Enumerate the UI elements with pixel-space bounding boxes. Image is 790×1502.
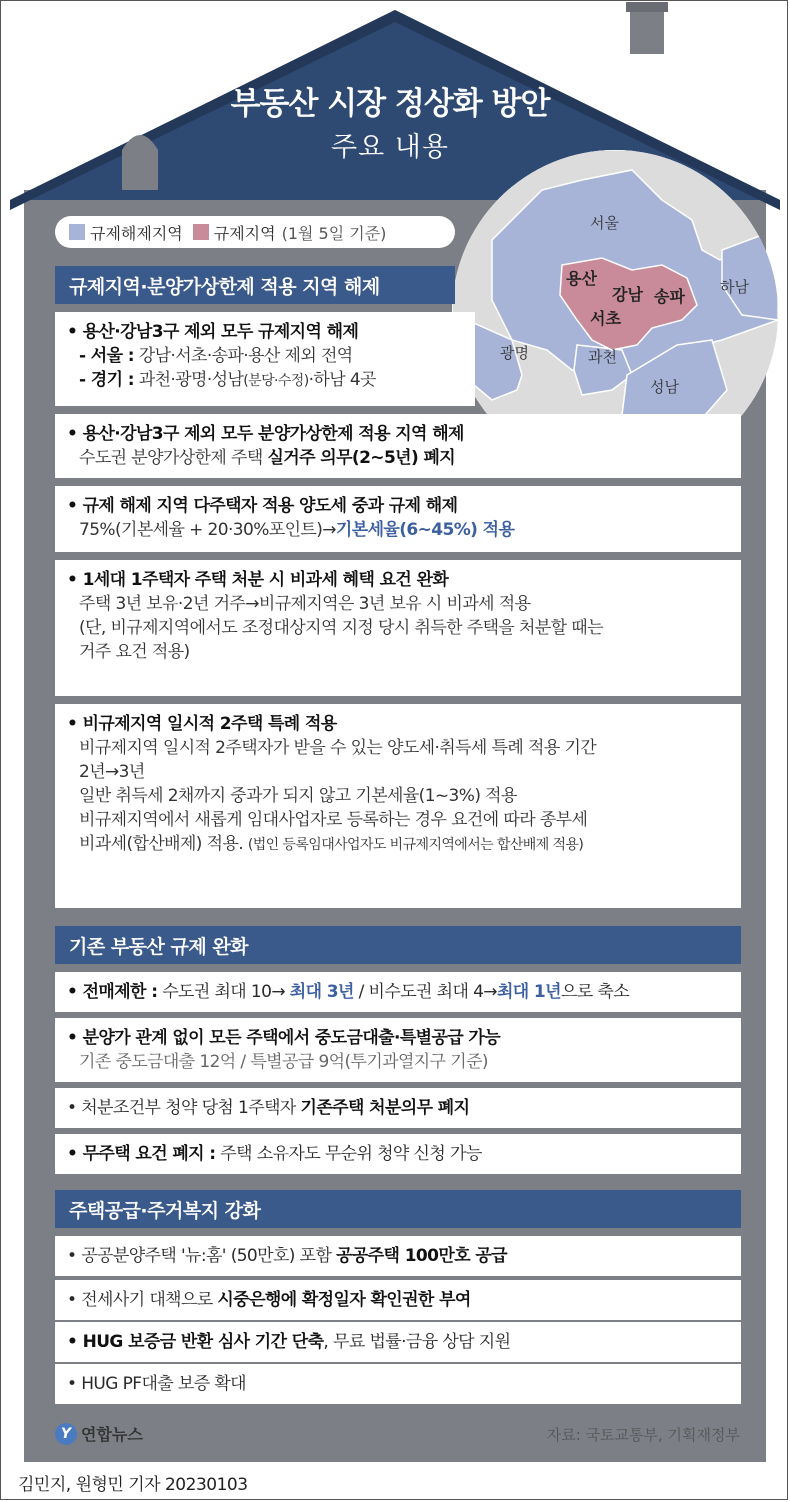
s2-item-3-bold: 기존주택 처분의무 폐지 bbox=[300, 1098, 470, 1118]
s3-item-1-text: • 공공분양주택 '뉴:홈' (50만호) 포함 bbox=[67, 1246, 337, 1266]
s2-item-2-text: 기존 중도금대출 12억 / 특별공급 9억(투기과열지구 기준) bbox=[79, 1052, 488, 1072]
s1-item-1 bbox=[55, 312, 475, 406]
gyeonggi-text-1: 과천·광명·성남 bbox=[133, 370, 244, 390]
gyeonggi-text-2: ·하남 4곳 bbox=[308, 370, 376, 390]
page-subtitle: 주요 내용 bbox=[331, 132, 449, 163]
legend-swatch-regulated bbox=[193, 224, 209, 240]
map-label-hanam: 하남 bbox=[720, 278, 749, 296]
s2-item-4-text: 주택 소유자도 무순위 청약 신청 가능 bbox=[215, 1144, 482, 1164]
gyeonggi-label: - 경기 : bbox=[79, 370, 134, 390]
s2-item-1-text-c: 으로 축소 bbox=[560, 982, 630, 1002]
seoul-label: - 서울 : bbox=[79, 346, 134, 366]
legend-deregulated: 규제해제지역 bbox=[90, 223, 183, 243]
s1-item-5-line-3: 일반 취득세 2채까지 중과가 되지 않고 기본세율(1~3%) 적용 bbox=[79, 786, 517, 806]
map-label-gangnam: 강남 bbox=[612, 285, 643, 304]
s3-item-3 bbox=[55, 1322, 741, 1362]
s1-item-4-line-1: 주택 3년 보유·2년 거주→비규제지역은 3년 보유 시 비과세 적용 bbox=[79, 594, 531, 614]
s1-item-2 bbox=[55, 414, 741, 478]
s1-item-3 bbox=[55, 486, 741, 552]
s1-item-3-highlight: 기본세율(6~45%) 적용 bbox=[335, 520, 515, 540]
map-label-yongsan: 용산 bbox=[566, 269, 597, 288]
s3-item-2-bold: 시중은행에 확정일자 확인권한 부여 bbox=[217, 1290, 471, 1310]
s1-item-5-line-2: 2년→3년 bbox=[79, 762, 145, 782]
s1-item-4-head: • 1세대 1주택자 주택 처분 시 비과세 혜택 요건 완화 bbox=[67, 570, 449, 590]
s1-item-5-line-5-note: (법인 등록임대사업자도 비규제지역에서는 합산배제 적용) bbox=[247, 837, 584, 853]
s1-item-3-text: 75%(기본세율 + 20·30%포인트)→ bbox=[79, 520, 336, 540]
map-label-seocho: 서초 bbox=[590, 309, 621, 328]
s3-item-4-text: • HUG PF대출 보증 확대 bbox=[67, 1374, 247, 1394]
gyeonggi-text-small: (분당·수정) bbox=[243, 373, 309, 389]
map-label-gwangmyeong: 광명 bbox=[500, 344, 529, 362]
s1-item-5-head: • 비규제지역 일시적 2주택 특례 적용 bbox=[67, 714, 337, 734]
s1-item-3-head: • 규제 해제 지역 다주택자 적용 양도세 중과 규제 해제 bbox=[67, 496, 458, 516]
s1-item-4-line-2: (단, 비규제지역에서도 조정대상지역 지정 당시 취득한 주택을 처분할 때는 bbox=[79, 618, 603, 638]
s1-item-5 bbox=[55, 704, 741, 908]
byline: 김민지, 원형민 기자 20230103 bbox=[18, 1475, 248, 1495]
yonhap-logo-text: 연합뉴스 bbox=[81, 1425, 143, 1444]
s1-item-5-line-1: 비규제지역 일시적 2주택자가 받을 수 있는 양도세·취득세 특례 적용 기간 bbox=[79, 738, 597, 758]
legend-basis: (1월 5일 기준) bbox=[281, 223, 387, 243]
s2-item-1-highlight-1: 최대 3년 bbox=[289, 982, 354, 1002]
s3-item-3-bold: • HUG 보증금 반환 심사 기간 단축 bbox=[67, 1332, 324, 1352]
map-label-songpa: 송파 bbox=[654, 287, 685, 306]
s1-item-1-head: • 용산·강남3구 제외 모두 규제지역 해제 bbox=[67, 322, 359, 342]
s3-item-3-text: , 무료 법률·금융 상담 지원 bbox=[323, 1332, 511, 1352]
s2-item-1-highlight-2: 최대 1년 bbox=[496, 982, 561, 1002]
legend-swatch-deregulated bbox=[69, 224, 85, 240]
section-2-header: 기존 부동산 규제 완화 bbox=[55, 926, 741, 964]
s3-item-1 bbox=[55, 1236, 741, 1276]
section-3-header: 주택공급·주거복지 강화 bbox=[55, 1190, 741, 1228]
s1-item-5-line-5: 비과세(합산배제) 적용. bbox=[79, 834, 248, 854]
s2-item-4-label: • 무주택 요건 폐지 : bbox=[67, 1144, 216, 1164]
source-credit: 자료: 국토교통부, 기획재정부 bbox=[546, 1426, 740, 1444]
s2-item-2 bbox=[55, 1018, 741, 1082]
s2-item-4 bbox=[55, 1134, 741, 1174]
section-1-header: 규제지역·분양가상한제 적용 지역 해제 bbox=[55, 266, 455, 304]
map-label-seongnam: 성남 bbox=[650, 378, 679, 396]
seoul-text: 강남·서초·송파·용산 제외 전역 bbox=[133, 346, 353, 366]
s2-item-1-label: • 전매제한 : bbox=[67, 982, 158, 1002]
s2-item-1-text-a: 수도권 최대 10→ bbox=[157, 982, 290, 1002]
s3-item-2 bbox=[55, 1280, 741, 1320]
s2-item-3 bbox=[55, 1088, 741, 1128]
yonhap-logo bbox=[55, 1422, 143, 1445]
legend-regulated: 규제지역 bbox=[213, 223, 276, 243]
map-label-gwacheon: 과천 bbox=[588, 348, 617, 366]
s1-item-4-line-3: 거주 요건 적용) bbox=[79, 642, 190, 662]
s3-item-1-bold: 공공주택 100만호 공급 bbox=[336, 1246, 507, 1266]
s3-item-2-text: • 전세사기 대책으로 bbox=[67, 1290, 218, 1310]
s2-item-1-text-b: / 비수도권 최대 4→ bbox=[353, 982, 497, 1002]
s3-item-4 bbox=[55, 1364, 741, 1404]
s1-item-2-head: • 용산·강남3구 제외 모두 분양가상한제 적용 지역 해제 bbox=[67, 424, 464, 444]
s2-item-1 bbox=[55, 972, 741, 1012]
s1-item-4 bbox=[55, 560, 741, 696]
s2-item-3-text: • 처분조건부 청약 당첨 1주택자 bbox=[67, 1098, 301, 1118]
s2-item-2-head: • 분양가 관계 없이 모든 주택에서 중도금대출·특별공급 가능 bbox=[67, 1028, 501, 1048]
map-legend bbox=[55, 216, 455, 248]
s1-item-5-line-4: 비규제지역에서 새롭게 임대사업자로 등록하는 경우 요건에 따라 종부세 bbox=[79, 810, 588, 830]
map-label-seoul: 서울 bbox=[590, 214, 619, 232]
page-title: 부동산 시장 정상화 방안 bbox=[230, 86, 550, 122]
s1-item-2-bold: 실거주 의무(2~5년) 폐지 bbox=[267, 448, 456, 468]
yonhap-logo-icon: Y bbox=[55, 1423, 77, 1445]
s1-item-2-text: 수도권 분양가상한제 주택 bbox=[79, 448, 268, 468]
